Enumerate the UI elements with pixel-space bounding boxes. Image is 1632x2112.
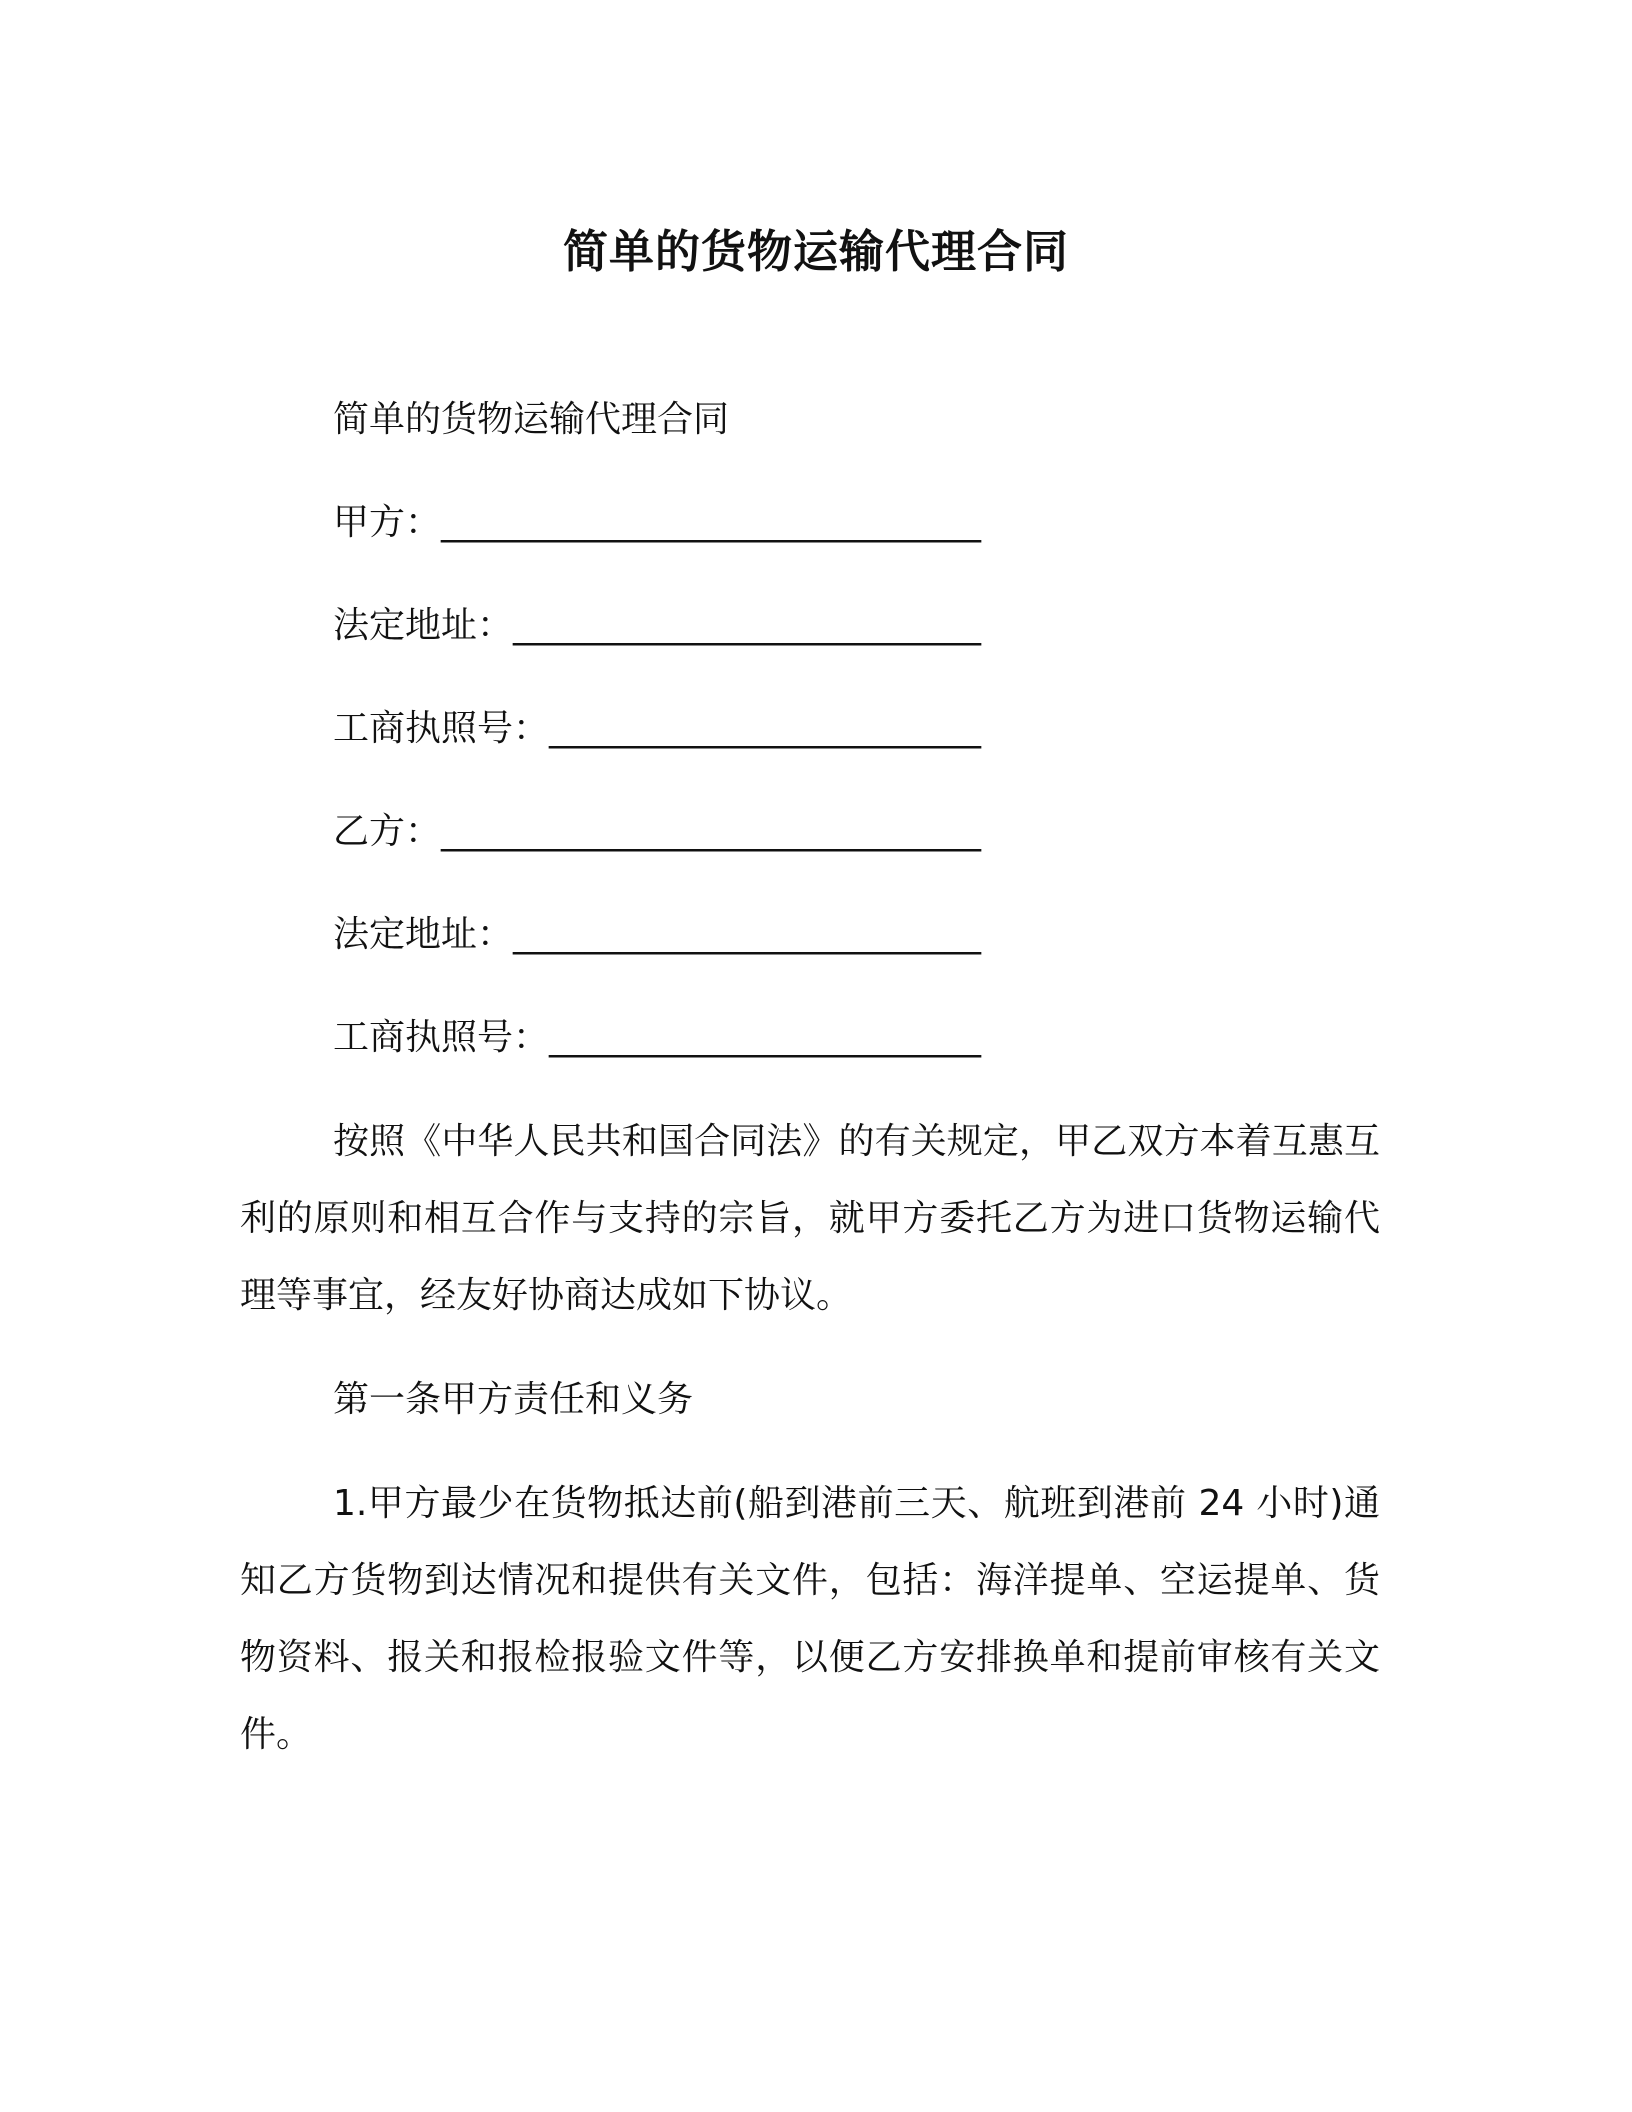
party-a-blank: ______________________________ — [441, 502, 982, 543]
party-b-field — [333, 807, 981, 857]
party-b-address-blank: __________________________ — [513, 914, 982, 955]
party-a-license-blank: ________________________ — [549, 708, 982, 749]
party-a-license-field — [333, 704, 981, 754]
article-1-heading: 第一条甲方责任和义务 — [333, 1379, 694, 1420]
document-title: 简单的货物运输代理合同 — [562, 225, 1069, 278]
party-b-label: 乙方： — [333, 811, 442, 852]
document-subtitle: 简单的货物运输代理合同 — [333, 399, 730, 440]
party-a-address-blank: __________________________ — [513, 605, 982, 646]
party-b-license-field — [333, 1013, 981, 1063]
article-1-item-1: 1.甲方最少在货物抵达前(船到港前三天、航班到港前 24 小时)通知乙方货物到达情况和提供有关文件，包括：海洋提单、空运提单、货物资料、报关和报检报验文件等，以便乙方安排换单和提前审核有关文件。 — [240, 1483, 1380, 1755]
party-a-address-field — [333, 601, 981, 651]
party-b-address-label: 法定地址： — [333, 914, 514, 955]
party-b-license-label: 工商执照号： — [333, 1017, 550, 1058]
party-b-address-field — [333, 910, 981, 960]
party-a-address-label: 法定地址： — [333, 605, 514, 646]
party-a-label: 甲方： — [333, 502, 442, 543]
preamble-paragraph: 按照《中华人民共和国合同法》的有关规定，甲乙双方本着互惠互利的原则和相互合作与支持的宗旨，就甲方委托乙方为进口货物运输代理等事宜，经友好协商达成如下协议。 — [240, 1121, 1380, 1316]
party-b-blank: ______________________________ — [441, 811, 982, 852]
party-a-license-label: 工商执照号： — [333, 708, 550, 749]
party-b-license-blank: ________________________ — [549, 1017, 982, 1058]
party-a-field — [333, 498, 981, 548]
